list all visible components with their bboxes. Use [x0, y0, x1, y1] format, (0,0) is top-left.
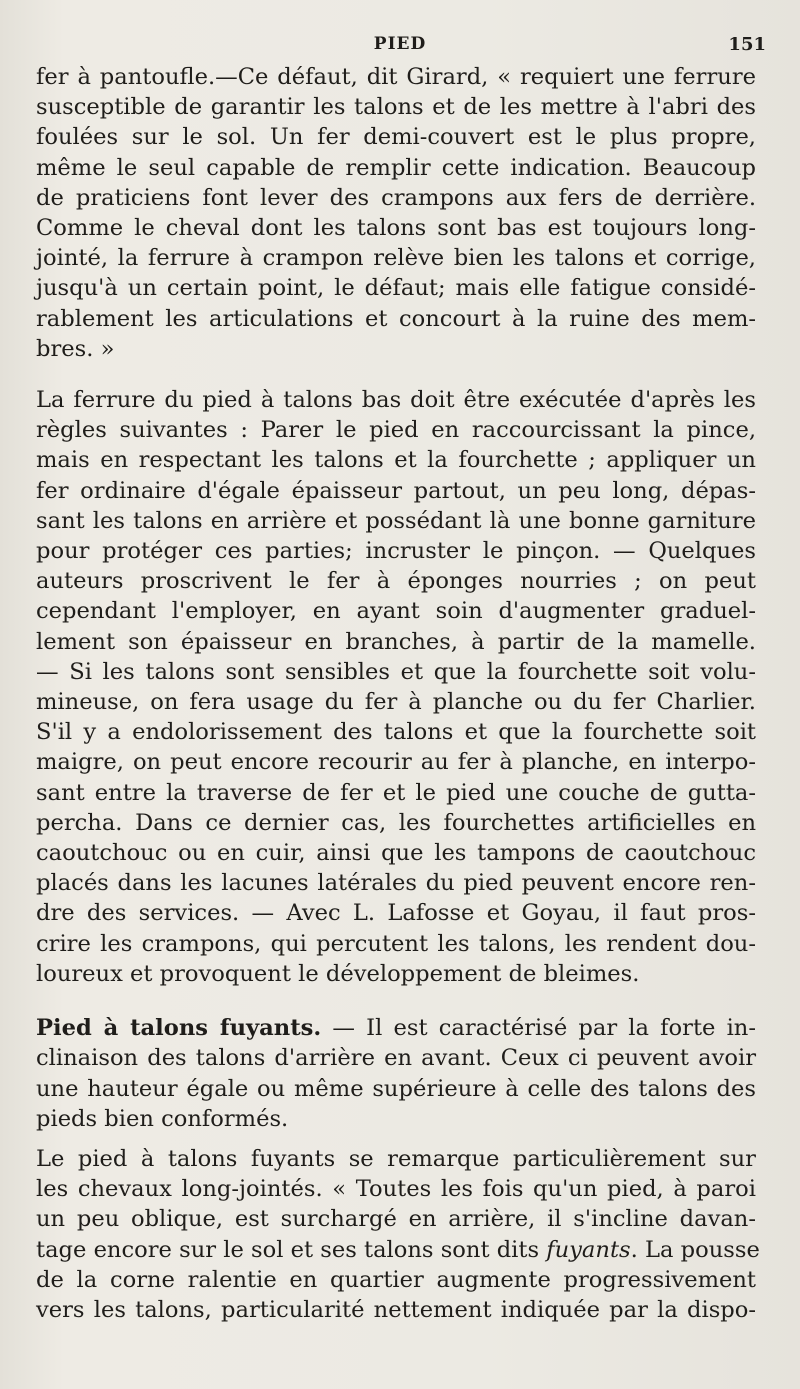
text-line: de la corne ralentie en quartier augmente progressivement [36, 1266, 756, 1293]
text-line: placés dans les lacunes latérales du pied peuvent encore ren- [36, 870, 756, 897]
text-line: règles suivantes : Parer le pied en raccourcissant la pince, [36, 417, 756, 444]
text-line: percha. Dans ce dernier cas, les fourchettes artificielles en [36, 809, 756, 836]
text-line: sant les talons en arrière et possédant là une bonne garniture [36, 507, 756, 534]
text-line: les chevaux long-jointés. « Toutes les fois qu'un pied, à paroi [36, 1176, 756, 1203]
text-line: clinaison des talons d'arrière en avant. Ceux ci peuvent avoir [36, 1045, 756, 1072]
text-line: sant entre la traverse de fer et le pied une couche de gutta- [36, 779, 756, 806]
paragraph-4 [36, 1144, 760, 1325]
text-line: même le seul capable de remplir cette indication. Beaucoup [36, 154, 756, 181]
text-line: fer à pantoufle.—Ce défaut, dit Girard, « requiert une ferrure [36, 64, 756, 90]
text-line: vers les talons, particularité nettement indiquée par la dispo- [36, 1296, 756, 1323]
text-line: bres. » [36, 335, 115, 362]
text-line: cependant l'employer, en ayant soin d'augmenter graduel- [36, 598, 756, 625]
text-line: caoutchouc ou en cuir, ainsi que les tampons de caoutchouc [36, 840, 756, 867]
paragraph-2 [36, 385, 756, 989]
text-line: S'il y a endolorissement des talons et que la fourchette soit [36, 719, 756, 746]
page-body [36, 62, 760, 1325]
text-line: rablement les articulations et concourt à la ruine des mem- [36, 305, 756, 332]
text-line: fer ordinaire d'égale épaisseur partout, un peu long, dépas- [36, 477, 756, 504]
text-line: foulées sur le sol. Un fer demi-couvert est le plus propre, [36, 124, 756, 151]
text-line: susceptible de garantir les talons et de les mettre à l'abri des [36, 94, 756, 121]
text-line: jointé, la ferrure à crampon relève bien les talons et corrige, [36, 245, 756, 272]
text-line: dre des services. — Avec L. Lafosse et Goyau, il faut pros- [36, 900, 756, 927]
running-title: PIED [373, 34, 427, 54]
text-line: Comme le cheval dont les talons sont bas est toujours long- [36, 215, 756, 242]
text-line: mais en respectant les talons et la fourchette ; appliquer un [36, 447, 756, 474]
text-line [36, 1235, 760, 1265]
text-line: un peu oblique, est surchargé en arrière, il s'incline davan- [36, 1206, 756, 1233]
text-line: La ferrure du pied à talons bas doit être exécutée d'après les [36, 387, 756, 414]
text-fragment: . La pousse [630, 1236, 760, 1263]
italic-term: fuyants [546, 1236, 631, 1263]
paragraph-3 [36, 1013, 756, 1134]
text-line: une hauteur égale ou même supérieure à celle des talons des [36, 1075, 756, 1102]
text-line: crire les crampons, qui percutent les talons, les rendent dou- [36, 930, 756, 957]
text-line: de praticiens font lever des crampons aux fers de derrière. [36, 184, 756, 211]
text-line: maigre, on peut encore recourir au fer à planche, en interpo- [36, 749, 756, 776]
text-line: — Si les talons sont sensibles et que la fourchette soit volu- [36, 658, 756, 685]
text-line [36, 1013, 756, 1043]
section-heading: Pied à talons fuyants. [36, 1015, 322, 1042]
text-line: loureux et provoquent le développement de bleimes. [36, 960, 640, 987]
text-line: jusqu'à un certain point, le défaut; mais elle fatigue considé- [36, 275, 756, 302]
text-line: auteurs proscrivent le fer à éponges nourries ; on peut [36, 568, 756, 595]
text-fragment: tage encore sur le sol et ses talons sont dits [36, 1236, 547, 1263]
text-line: mineuse, on fera usage du fer à planche ou du fer Charlier. [36, 689, 756, 716]
text-fragment: — Il est caractérisé par la forte in- [321, 1015, 756, 1042]
running-header [0, 34, 800, 60]
page-number: 151 [728, 34, 766, 55]
text-line: Le pied à talons fuyants se remarque particulièrement sur [36, 1145, 756, 1172]
text-line: pieds bien conformés. [36, 1105, 289, 1132]
paragraph-1 [36, 62, 756, 364]
text-line: pour protéger ces parties; incruster le pinçon. — Quelques [36, 538, 756, 565]
text-line: lement son épaisseur en branches, à partir de la mamelle. [36, 628, 756, 655]
